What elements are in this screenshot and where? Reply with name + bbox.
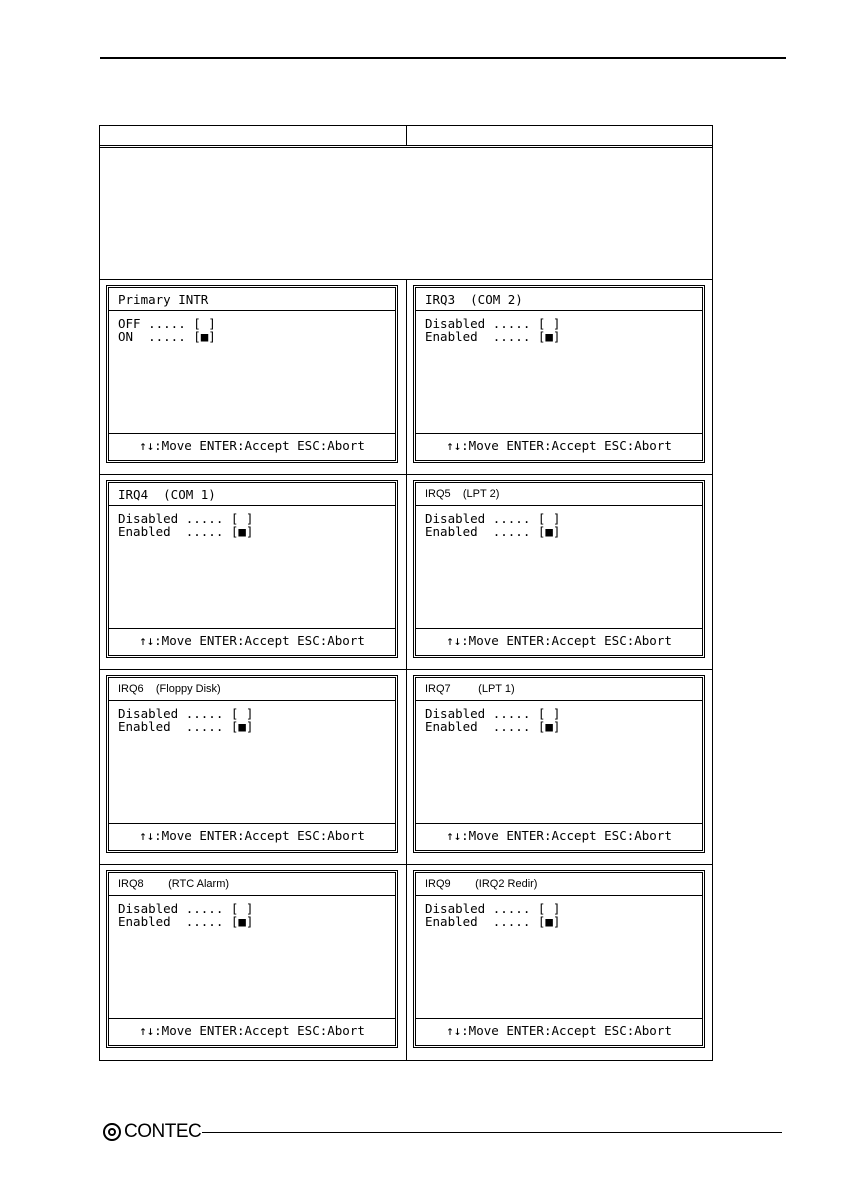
footer-divider [109, 1018, 395, 1019]
option-enabled[interactable]: Enabled ..... [■] [425, 329, 561, 344]
screen-title: IRQ6 (Floppy Disk) [118, 683, 221, 695]
footer-divider [416, 433, 702, 434]
description-row [100, 150, 712, 280]
footer-divider [109, 433, 395, 434]
screen-cell [100, 280, 406, 475]
footer-divider [416, 823, 702, 824]
option-disabled[interactable]: Disabled ..... [ ] [118, 706, 254, 721]
bios-screen-irq3 [413, 285, 705, 463]
option-disabled[interactable]: Disabled ..... [ ] [425, 316, 561, 331]
setting-table [99, 125, 713, 1061]
option-enabled[interactable]: Enabled ..... [■] [425, 914, 561, 929]
footer-divider [109, 823, 395, 824]
key-help-footer: ↑↓:Move ENTER:Accept ESC:Abort [446, 438, 672, 453]
bios-screen-irq6 [106, 675, 398, 853]
footer-divider [416, 1018, 702, 1019]
title-divider [416, 505, 702, 506]
option-enabled[interactable]: Enabled ..... [■] [425, 719, 561, 734]
screen-cell [100, 475, 406, 670]
concentric-circles-icon [103, 1123, 121, 1141]
key-help-footer: ↑↓:Move ENTER:Accept ESC:Abort [139, 1023, 365, 1038]
option-disabled[interactable]: Disabled ..... [ ] [118, 901, 254, 916]
title-divider [109, 895, 395, 896]
bios-screen-irq4 [106, 480, 398, 658]
screen-title: IRQ7 (LPT 1) [425, 683, 515, 695]
key-help-footer: ↑↓:Move ENTER:Accept ESC:Abort [446, 828, 672, 843]
bios-screen-irq7 [413, 675, 705, 853]
title-divider [416, 700, 702, 701]
key-help-footer: ↑↓:Move ENTER:Accept ESC:Abort [139, 438, 365, 453]
screen-cell [406, 670, 712, 865]
bios-screen-primary-intr [106, 285, 398, 463]
bios-screen-irq8 [106, 870, 398, 1048]
bios-screen-irq5 [413, 480, 705, 658]
screen-title: IRQ3 (COM 2) [425, 292, 523, 307]
title-divider [109, 310, 395, 311]
screen-title: IRQ8 (RTC Alarm) [118, 878, 230, 890]
option-off[interactable]: OFF ..... [ ] [118, 316, 216, 331]
option-enabled[interactable]: Enabled ..... [■] [118, 914, 254, 929]
option-disabled[interactable]: Disabled ..... [ ] [425, 706, 561, 721]
screen-title: Primary INTR [118, 292, 209, 307]
screen-title: IRQ9 (IRQ2 Redir) [425, 878, 538, 890]
screen-cell [406, 475, 712, 670]
header-rule [100, 57, 786, 59]
title-divider [109, 700, 395, 701]
screen-grid [100, 280, 712, 1060]
title-divider [109, 505, 395, 506]
table-header-row [100, 126, 712, 148]
contec-logo [103, 1121, 201, 1143]
key-help-footer: ↑↓:Move ENTER:Accept ESC:Abort [139, 633, 365, 648]
key-help-footer: ↑↓:Move ENTER:Accept ESC:Abort [446, 633, 672, 648]
bios-screen-irq9 [413, 870, 705, 1048]
option-disabled[interactable]: Disabled ..... [ ] [118, 511, 254, 526]
title-divider [416, 310, 702, 311]
key-help-footer: ↑↓:Move ENTER:Accept ESC:Abort [446, 1023, 672, 1038]
option-on[interactable]: ON ..... [■] [118, 329, 216, 344]
screen-title: IRQ4 (COM 1) [118, 487, 216, 502]
option-disabled[interactable]: Disabled ..... [ ] [425, 511, 561, 526]
footer-divider [416, 628, 702, 629]
screen-cell [100, 865, 406, 1060]
screen-cell [406, 280, 712, 475]
header-column-divider [406, 126, 407, 146]
footer-rule [202, 1132, 782, 1133]
title-divider [416, 895, 702, 896]
footer-divider [109, 628, 395, 629]
option-enabled[interactable]: Enabled ..... [■] [425, 524, 561, 539]
option-enabled[interactable]: Enabled ..... [■] [118, 524, 254, 539]
screen-cell [100, 670, 406, 865]
option-enabled[interactable]: Enabled ..... [■] [118, 719, 254, 734]
screen-cell [406, 865, 712, 1060]
key-help-footer: ↑↓:Move ENTER:Accept ESC:Abort [139, 828, 365, 843]
screen-title: IRQ5 (LPT 2) [425, 488, 500, 500]
option-disabled[interactable]: Disabled ..... [ ] [425, 901, 561, 916]
logo-text: CONTEC [124, 1121, 202, 1142]
